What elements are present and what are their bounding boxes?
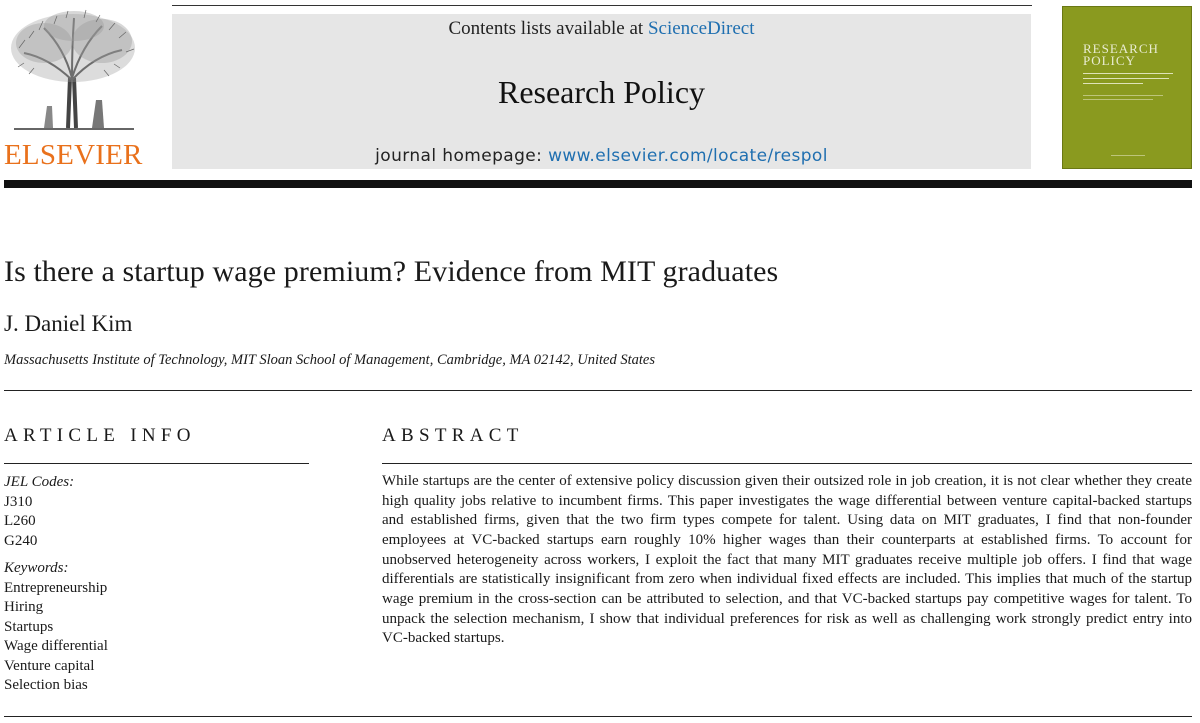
jel-code: L260: [4, 513, 36, 529]
cover-title: [1083, 43, 1159, 67]
jel-codes: [4, 473, 74, 551]
keywords-label: Keywords:: [4, 560, 69, 576]
keyword: Entrepreneurship: [4, 579, 108, 596]
keyword: Startups: [4, 618, 54, 635]
abstract-rule: [382, 463, 1192, 464]
header-divider: [4, 180, 1192, 188]
contents-prefix: Contents lists available at: [448, 18, 648, 39]
article-info-rule: [4, 463, 309, 464]
title-divider: [4, 390, 1192, 391]
homepage-line: [172, 146, 1031, 166]
author-affiliation: Massachusetts Institute of Technology, MIT Sloan School of Management, Cambridge, MA 02142, United States: [4, 352, 655, 368]
abstract-heading: ABSTRACT: [382, 425, 524, 446]
jel-code: J310: [4, 493, 33, 510]
cover-title-line2: POLICY: [1083, 53, 1136, 68]
article-title: Is there a startup wage premium? Evidence from MIT graduates: [4, 255, 779, 288]
author-name[interactable]: J. Daniel Kim: [4, 311, 133, 336]
keyword: Selection bias: [4, 677, 88, 693]
keyword: Wage differential: [4, 638, 108, 654]
homepage-prefix: journal homepage:: [375, 146, 549, 166]
keyword: Venture capital: [4, 657, 95, 674]
homepage-link[interactable]: www.elsevier.com/locate/respol: [548, 146, 828, 166]
journal-title: Research Policy: [497, 74, 706, 110]
keywords: [4, 559, 108, 696]
contents-line: [172, 18, 1031, 40]
keyword: Hiring: [4, 599, 44, 615]
journal-banner: [172, 14, 1031, 169]
jel-code: G240: [4, 532, 38, 549]
tree-icon: [4, 8, 142, 133]
abstract-text: While startups are the center of extensive policy discussion given their outsized role in job creation, it is not clear whether they create high quality jobs relative to incumbent firms. This paper investigates the wage differential between venture capital-backed startups and established firms, given that the two firm types compete for talent. Using data on MIT graduates, I find that non-founder employees at VC-backed startups earn roughly 10% higher wages than their counterparts at established firms. To account for unobserved heterogeneity across workers, I exploit the fact that many MIT graduates receive multiple job offers. I find that wage differentials are statistically insignificant from zero when individual fixed effects are included. This implies that much of the startup wage premium in the cross-section can be attributed to selection, and that VC-backed startups pay competitive wages for talent. To unpack the selection mechanism, I show that individual preferences for risk as well as challenging work strongly predict entry into VC-backed startups.: [382, 473, 1192, 647]
bottom-rule: [4, 716, 1192, 717]
elsevier-logo: [4, 8, 142, 170]
elsevier-wordmark: ELSEVIER: [4, 139, 143, 171]
top-rule: [172, 5, 1032, 6]
sciencedirect-link[interactable]: ScienceDirect: [647, 18, 755, 39]
jel-label: JEL Codes:: [4, 474, 75, 490]
cover-title-line1: RESEARCH: [1083, 41, 1159, 56]
article-info-heading: ARTICLE INFO: [4, 425, 196, 446]
journal-cover[interactable]: [1062, 6, 1192, 169]
